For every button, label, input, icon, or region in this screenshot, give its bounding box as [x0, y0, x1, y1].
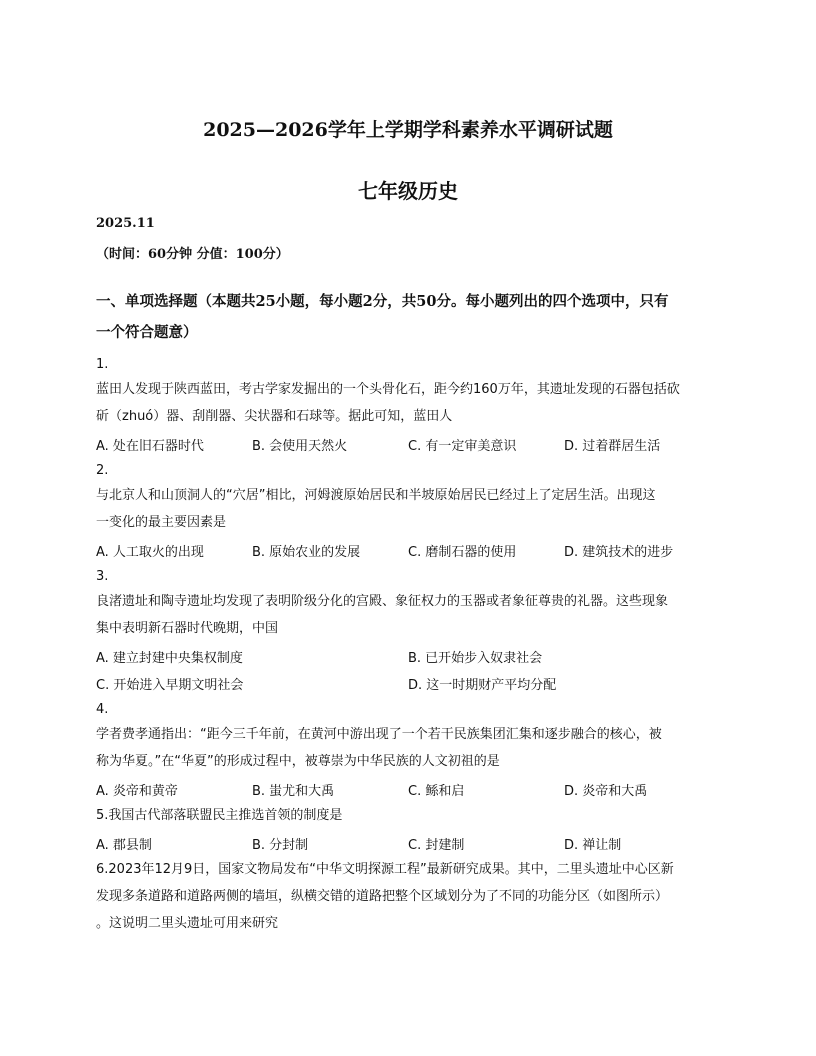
question-stem-line: 蓝田人发现于陕西蓝田，考古学家发掘出的一个头骨化石，距今约160万年，其遗址发现的石器包括砍: [96, 382, 680, 397]
option-c[interactable]: C. 鲧和启: [408, 784, 465, 799]
exam-subject: 七年级历史: [358, 179, 458, 203]
option-c[interactable]: C. 封建制: [408, 838, 465, 853]
question-number: 3.: [96, 569, 109, 584]
option-d[interactable]: D. 禅让制: [564, 838, 622, 853]
question-line: [96, 807, 342, 825]
question-number: 5.: [96, 808, 109, 823]
question-stem-line: 一变化的最主要因素是: [96, 515, 227, 530]
question-line: [96, 861, 674, 879]
exam-title: 2025—2026学年上学期学科素养水平调研试题: [203, 119, 613, 141]
option-c[interactable]: C. 有一定审美意识: [408, 439, 517, 454]
exam-date: 2025.11: [96, 216, 155, 231]
option-d[interactable]: D. 这一时期财产平均分配: [408, 678, 557, 693]
question-stem-line: 与北京人和山顶洞人的“穴居”相比，河姆渡原始居民和半坡原始居民已经过上了定居生活。出现这: [96, 488, 656, 503]
option-d[interactable]: D. 过着群居生活: [564, 439, 661, 454]
option-b[interactable]: B. 分封制: [252, 838, 309, 853]
exam-info: （时间：60分钟 分值：100分）: [96, 247, 289, 262]
option-b[interactable]: B. 已开始步入奴隶社会: [408, 651, 543, 666]
question-stem-line: 学者费孝通指出：“距今三千年前，在黄河中游出现了一个若干民族集团汇集和逐步融合的核心，被: [96, 727, 662, 742]
question-stem-line: 集中表明新石器时代晚期，中国: [96, 621, 279, 636]
option-c[interactable]: C. 磨制石器的使用: [408, 545, 517, 560]
question-stem-line: 2023年12月9日，国家文物局发布“中华文明探源工程”最新研究成果。其中，二里头遗址中心区新: [108, 862, 674, 877]
option-a[interactable]: A. 建立封建中央集权制度: [96, 651, 243, 666]
option-b[interactable]: B. 会使用天然火: [252, 439, 348, 454]
option-b[interactable]: B. 蚩尤和大禹: [252, 784, 335, 799]
question-stem-line: 发现多条道路和道路两侧的墙垣，纵横交错的道路把整个区域划分为了不同的功能分区（如图所示）: [96, 889, 669, 904]
option-a[interactable]: A. 炎帝和黄帝: [96, 784, 178, 799]
option-b[interactable]: B. 原始农业的发展: [252, 545, 361, 560]
section-heading-line1: 一、单项选择题（本题共25小题，每小题2分，共50分。每小题列出的四个选项中，只有: [96, 293, 669, 310]
option-a[interactable]: A. 人工取火的出现: [96, 545, 204, 560]
option-a[interactable]: A. 处在旧石器时代: [96, 439, 204, 454]
question-stem: 我国古代部落联盟民主推选首领的制度是: [108, 808, 343, 823]
question-number: 1.: [96, 357, 109, 372]
question-stem-line: 良渚遗址和陶寺遗址均发现了表明阶级分化的宫殿、象征权力的玉器或者象征尊贵的礼器。这些现象: [96, 594, 669, 609]
question-stem-line: 。这说明二里头遗址可用来研究: [96, 916, 279, 931]
question-stem-line: 称为华夏。”在“华夏”的形成过程中，被尊崇为中华民族的人文初祖的是: [96, 754, 500, 769]
option-a[interactable]: A. 郡县制: [96, 838, 152, 853]
question-number: 2.: [96, 463, 109, 478]
option-c[interactable]: C. 开始进入早期文明社会: [96, 678, 244, 693]
option-d[interactable]: D. 建筑技术的进步: [564, 545, 674, 560]
option-d[interactable]: D. 炎帝和大禹: [564, 784, 648, 799]
question-number: 6.: [96, 862, 109, 877]
section-heading-line2: 一个符合题意）: [96, 324, 198, 341]
question-stem-line: 斫（zhuó）器、刮削器、尖状器和石球等。据此可知，蓝田人: [96, 409, 453, 424]
question-number: 4.: [96, 702, 109, 717]
